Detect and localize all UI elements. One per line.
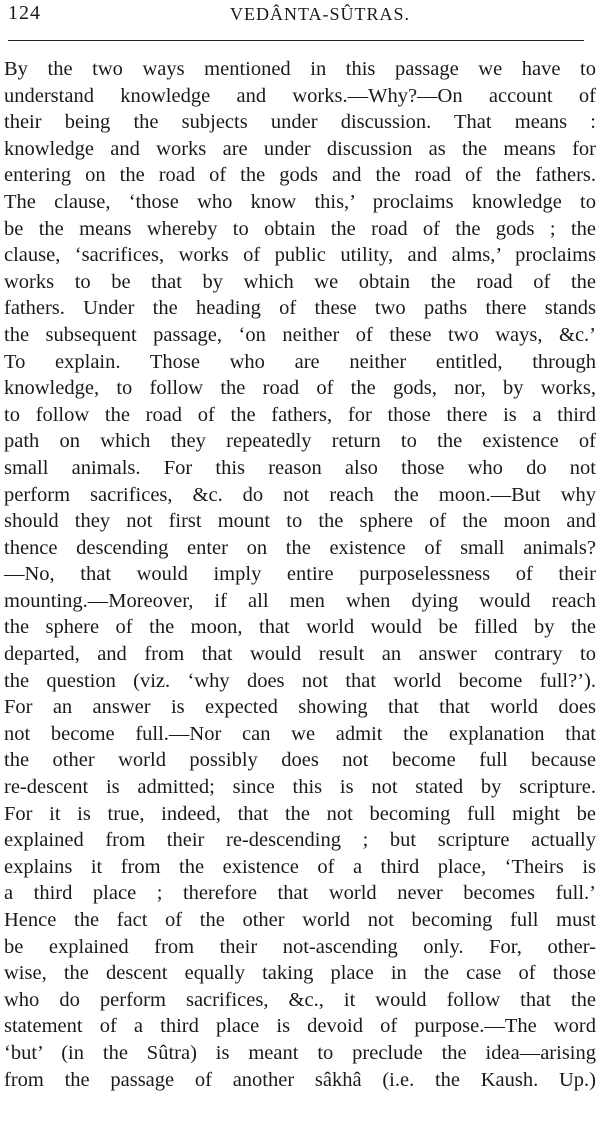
text-line: from the passage of another sâkhâ (i.e. the Kaush. Up.) [4, 1068, 596, 1091]
text-line: be the means whereby to obtain the road of the gods ; the [4, 217, 596, 240]
text-line: wise, the descent equally taking place in the case of those [4, 962, 596, 985]
text-line: To explain. Those who are neither entitled, through [4, 350, 596, 373]
text-line: the question (viz. ‘why does not that world become full?’). [4, 669, 596, 692]
text-line: who do perform sacrifices, &c., it would follow that the [4, 988, 596, 1011]
text-line: explains it from the existence of a third place, ‘Theirs is [4, 855, 596, 878]
text-line: the subsequent passage, ‘on neither of these two ways, &c.’ [4, 323, 596, 346]
text-line: the other world possibly does not become full because [4, 749, 596, 772]
header-rule [8, 40, 584, 41]
text-line: understand knowledge and works.—Why?—On account of [4, 84, 596, 107]
text-line: not become full.—Nor can we admit the explanation that [4, 722, 596, 745]
text-line: For an answer is expected showing that that world does [4, 696, 596, 719]
text-line: For it is true, indeed, that the not becoming full might be [4, 802, 596, 825]
text-line: be explained from their not-ascending only. For, other- [4, 935, 596, 958]
text-line: departed, and from that would result an answer contrary to [4, 643, 596, 666]
text-line: entering on the road of the gods and the road of the fathers. [4, 164, 596, 187]
text-line: clause, ‘sacrifices, works of public utility, and alms,’ proclaims [4, 244, 596, 267]
text-line: the sphere of the moon, that world would be filled by the [4, 616, 596, 639]
body-text [4, 56, 596, 1093]
text-line: path on which they repeatedly return to the existence of [4, 430, 596, 453]
text-line: a third place ; therefore that world never becomes full.’ [4, 882, 596, 905]
text-line: should they not first mount to the sphere of the moon and [4, 510, 596, 533]
text-line: explained from their re-descending ; but scripture actually [4, 829, 596, 852]
text-line: knowledge, to follow the road of the gods, nor, by works, [4, 377, 596, 400]
text-line: ‘but’ (in the Sûtra) is meant to preclude the idea—arising [4, 1041, 596, 1064]
page-number: 124 [8, 2, 41, 24]
text-line: By the two ways mentioned in this passage we have to [4, 58, 596, 80]
text-line: knowledge and works are under discussion as the means for [4, 137, 596, 160]
text-line: statement of a third place is devoid of purpose.—The word [4, 1015, 596, 1038]
text-line: works to be that by which we obtain the road of the [4, 270, 596, 293]
running-title: VEDÂNTA-SÛTRAS. [230, 4, 411, 24]
text-line: —No, that would imply entire purposelessness of their [4, 563, 596, 586]
text-line: mounting.—Moreover, if all men when dying would reach [4, 589, 596, 612]
text-line: re-descent is admitted; since this is not stated by scripture. [4, 776, 596, 799]
text-line: small animals. For this reason also those who do not [4, 456, 596, 479]
text-line: to follow the road of the fathers, for those there is a third [4, 403, 596, 426]
text-line: Hence the fact of the other world not becoming full must [4, 909, 596, 931]
text-line: perform sacrifices, &c. do not reach the moon.—But why [4, 483, 596, 506]
text-line: their being the subjects under discussion. That means : [4, 111, 596, 134]
text-line: thence descending enter on the existence of small animals? [4, 536, 596, 559]
page-header [8, 2, 592, 34]
text-line: The clause, ‘those who know this,’ proclaims knowledge to [4, 190, 596, 213]
text-line: fathers. Under the heading of these two paths there stands [4, 297, 596, 320]
